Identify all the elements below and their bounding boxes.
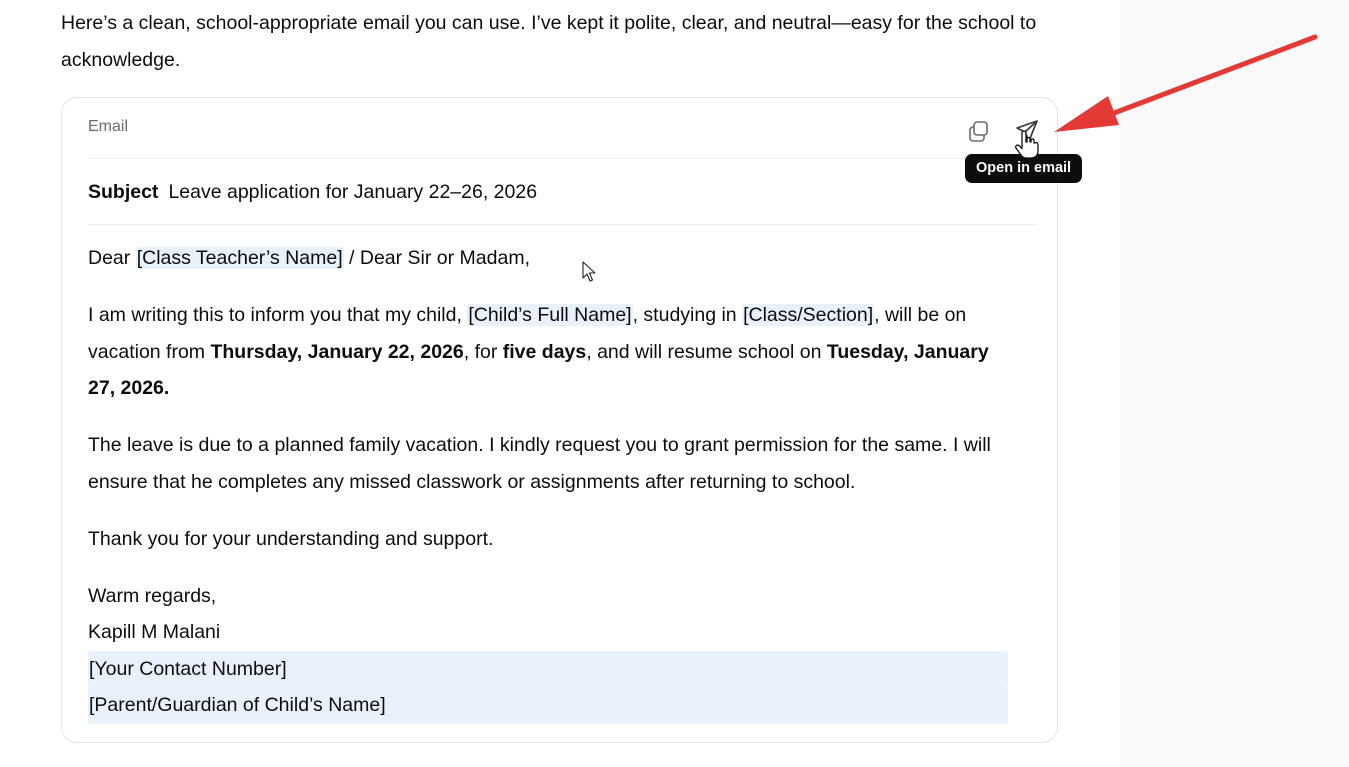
return-date: Tuesday, January 27, 2026. <box>88 340 989 399</box>
email-card <box>61 97 1058 743</box>
para1-text-3: , will be on vacation from <box>88 304 967 363</box>
copy-icon[interactable] <box>964 116 994 146</box>
signature-relation-wrap <box>88 687 1008 724</box>
para1-text-5: , and will resume school on <box>586 340 827 363</box>
annotation-arrow-icon <box>1040 28 1330 138</box>
body-paragraph-3: Thank you for your understanding and support. <box>88 527 494 550</box>
placeholder-class-section: [Class/Section] <box>743 304 874 326</box>
start-date: Thursday, January 22, 2026 <box>210 340 464 363</box>
greeting-line <box>88 240 1008 277</box>
placeholder-parent-guardian: [Parent/Guardian of Child’s Name] <box>88 687 1008 724</box>
greeting-suffix: / Dear Sir or Madam, <box>343 247 530 269</box>
email-card-header <box>88 110 1037 159</box>
para1-text-4: , for <box>463 340 503 363</box>
open-in-email-tooltip: Open in email <box>965 154 1082 183</box>
subject-label: Subject <box>88 181 159 203</box>
signature-block <box>88 578 1008 724</box>
signature-closing: Warm regards, <box>88 584 217 607</box>
duration: five days <box>502 340 587 363</box>
para1-text-1: I am writing this to inform you that my child, <box>88 304 468 326</box>
email-card-label: Email <box>88 118 129 135</box>
intro-text: Here’s a clean, school-appropriate email you can use. I’ve kept it polite, clear, and neutral—easy for the school to acknowledge. <box>61 12 1037 71</box>
placeholder-child-name: [Child’s Full Name] <box>468 304 632 326</box>
email-body <box>88 240 1008 724</box>
mouse-pointer-icon <box>582 261 598 283</box>
para1-text-2: , studying in <box>632 304 743 326</box>
placeholder-contact-number: [Your Contact Number] <box>88 651 1008 688</box>
greeting-prefix: Dear <box>88 247 136 269</box>
placeholder-class-teacher: [Class Teacher’s Name] <box>136 247 343 269</box>
signature-contact-wrap <box>88 651 1008 688</box>
hand-pointer-cursor-icon <box>1013 130 1041 160</box>
subject-text: Leave application for January 22–26, 2026 <box>168 181 538 203</box>
signature-name: Kapill M Malani <box>88 621 221 643</box>
body-paragraph-2: The leave is due to a planned family vacation. I kindly request you to grant permission for the same. I will ensure that he completes any missed classwork or assignments after returning to school. <box>88 434 991 493</box>
body-paragraph-1 <box>88 297 1008 407</box>
subject-row <box>88 160 1037 225</box>
